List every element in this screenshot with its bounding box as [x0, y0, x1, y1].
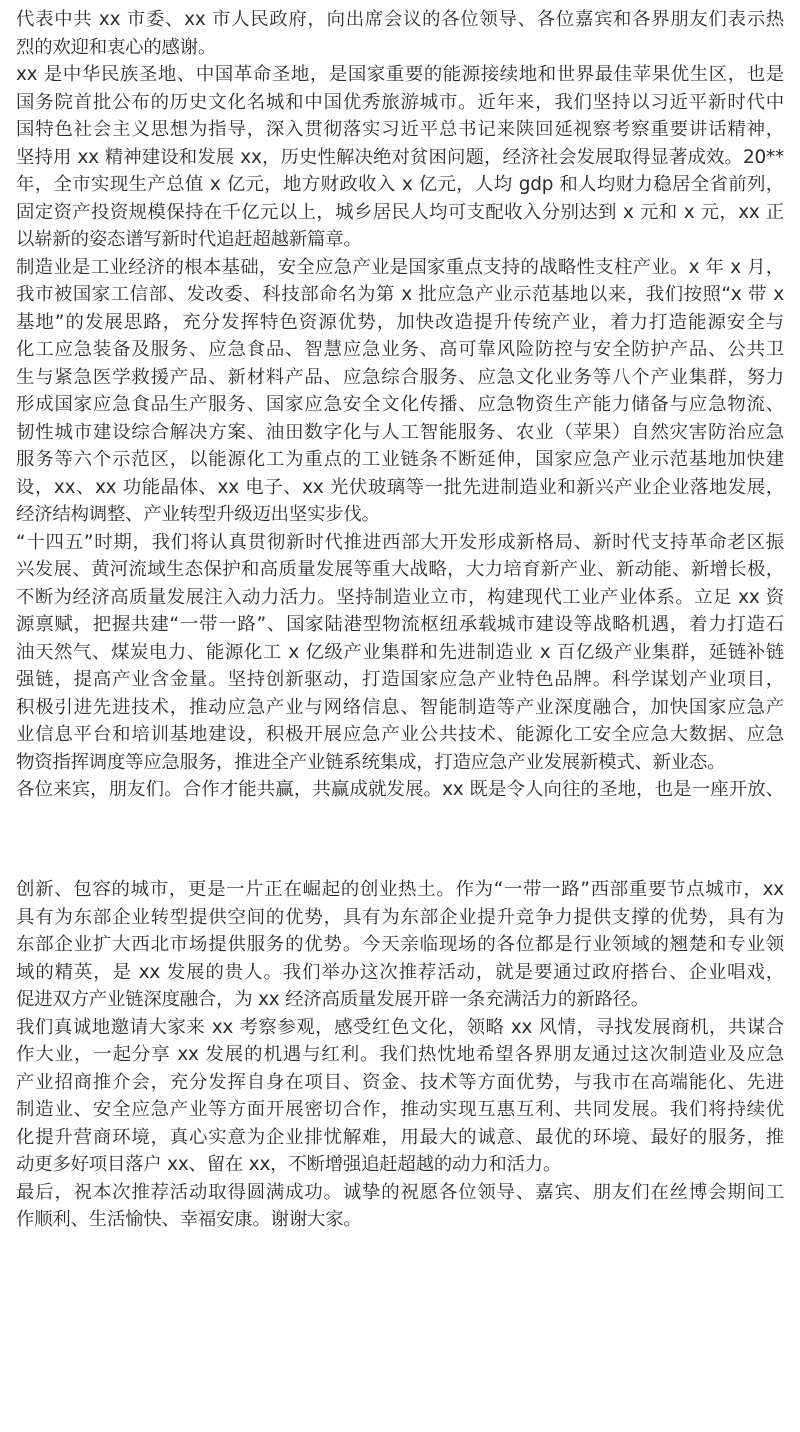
text-line: “十四五”时期，我们将认真贯彻新时代推进西部大开发形成新格局、新时代支持革命老区振: [16, 531, 784, 553]
text-line: 我们真诚地邀请大家来 xx 考察参观，感受红色文化，领略 xx 风情，寻找发展商机，共谋合: [16, 1016, 784, 1038]
text-line: 动更多好项目落户 xx、留在 xx，不断增强追赶超越的动力和活力。: [16, 1154, 562, 1175]
document-page-1: [16, 6, 784, 804]
text-line: 制造业、安全应急产业等方面开展密切合作，推动实现互惠互利、共同发展。我们将持续优: [16, 1099, 784, 1120]
text-line: 东部企业扩大西北市场提供服务的优势。今天亲临现场的各位都是行业领域的翘楚和专业领: [16, 934, 784, 955]
text-line: 油天然气、煤炭电力、能源化工 x 亿级产业集群和先进制造业 x 百亿级产业集群，延链补链: [16, 641, 784, 663]
paragraph: [16, 61, 784, 254]
text-line: 各位来宾，朋友们。合作才能共赢，共赢成就发展。xx 既是令人向往的圣地，也是一座开放、: [16, 779, 784, 800]
text-line: xx 是中华民族圣地、中国革命圣地，是国家重要的能源接续地和世界最佳苹果优生区，也是: [16, 64, 784, 85]
text-line: 代表中共 xx 市委、xx 市人民政府，向出席会议的各位领导、各位嘉宾和各界朋友们表示热: [16, 9, 784, 30]
text-line: 源禀赋，把握共建“一带一路”、国家陆港型物流枢纽承载城市建设等战略机遇，着力打造石: [16, 614, 784, 635]
text-line: 国特色社会主义思想为指导，深入贯彻落实习近平总书记来陕回延视察考察重要讲话精神，: [16, 119, 784, 140]
text-line: 生与紧急医学救援产品、新材料产品、应急综合服务、应急文化业务等八个产业集群，努力: [16, 366, 784, 388]
text-line: 坚持用 xx 精神建设和发展 xx，历史性解决绝对贫困问题，经济社会发展取得显著成效。20**: [16, 146, 784, 168]
text-line: 设，xx、xx 功能晶体、xx 电子、xx 光伏玻璃等一批先进制造业和新兴产业企业落地发展，: [16, 476, 784, 498]
text-line: 创新、包容的城市，更是一片正在崛起的创业热土。作为“一带一路”西部重要节点城市，xx: [16, 879, 784, 900]
text-line: 作大业，一起分享 xx 发展的机遇与红利。我们热忱地希望各界朋友通过这次制造业及应急: [16, 1044, 784, 1065]
text-line: 强链，提高产业含金量。坚持创新驱动，打造国家应急产业特色品牌。科学谋划产业项目，: [16, 669, 784, 690]
text-line: 兴发展、黄河流域生态保护和高质量发展等重大战略，大力培育新产业、新动能、新增长极，: [16, 559, 784, 580]
text-line: 服务等六个示范区，以能源化工为重点的工业链条不断延伸，国家应急产业示范基地加快建: [16, 449, 784, 470]
text-line: 具有为东部企业转型提供空间的优势，具有为东部企业提升竞争力提供支撑的优势，具有为: [16, 906, 784, 928]
text-line: 基地”的发展思路，充分发挥特色资源优势，加快改造提升传统产业，着力打造能源安全与: [16, 311, 784, 333]
text-line: 积极引进先进技术，推动应急产业与网络信息、智能制造等产业深度融合，加快国家应急产: [16, 696, 784, 718]
text-line: 固定资产投资规模保持在千亿元以上，城乡居民人均可支配收入分别达到 x 元和 x 元，xx 正: [16, 201, 784, 223]
text-line: 以崭新的姿态谱写新时代追赶超越新篇章。: [16, 229, 362, 250]
text-line: 形成国家应急食品生产服务、国家应急安全文化传播、应急物资生产能力储备与应急物流、: [16, 394, 784, 415]
text-line: 制造业是工业经济的根本基础，安全应急产业是国家重点支持的战略性支柱产业。x 年 x 月，: [16, 256, 784, 278]
text-line: 不断为经济高质量发展注入动力活力。坚持制造业立市，构建现代工业产业体系。立足 xx 资: [16, 586, 784, 608]
paragraph: [16, 254, 784, 529]
text-line: 最后，祝本次推荐活动取得圆满成功。诚挚的祝愿各位领导、嘉宾、朋友们在丝博会期间工: [16, 1181, 784, 1203]
text-line: 作顺利、生活愉快、幸福安康。谢谢大家。: [16, 1209, 362, 1230]
text-line: 国务院首批公布的历史文化名城和中国优秀旅游城市。近年来，我们坚持以习近平新时代中: [16, 91, 784, 113]
text-line: 烈的欢迎和衷心的感谢。: [16, 36, 217, 58]
text-line: 促进双方产业链深度融合，为 xx 经济高质量发展开辟一条充满活力的新路径。: [16, 989, 649, 1010]
text-line: 业信息平台和培训基地建设，积极开展应急产业公共技术、能源化工安全应急大数据、应急: [16, 724, 784, 745]
text-line: 域的精英，是 xx 发展的贵人。我们举办这次推荐活动，就是要通过政府搭台、企业唱戏，: [16, 961, 784, 983]
text-line: 韧性城市建设综合解决方案、油田数字化与人工智能服务、农业（苹果）自然灾害防治应急: [16, 421, 784, 443]
text-line: 化工应急装备及服务、应急食品、智慧应急业务、高可靠风险防控与安全防护产品、公共卫: [16, 339, 784, 360]
text-line: 化提升营商环境，真心实意为企业排忧解难，用最大的诚意、最优的环境、最好的服务，推: [16, 1126, 784, 1148]
paragraph: [16, 1179, 784, 1234]
text-line: 经济结构调整、产业转型升级迈出坚实步伐。: [16, 504, 380, 525]
paragraph: [16, 1014, 784, 1179]
text-line: 年，全市实现生产总值 x 亿元，地方财政收入 x 亿元，人均 gdp 和人均财力稳居全省前列，: [16, 174, 784, 195]
text-line: 物资指挥调度等应急服务，推进全产业链系统集成，打造应急产业发展新模式、新业态。: [16, 751, 726, 773]
text-line: 产业招商推介会，充分发挥自身在项目、资金、技术等方面优势，与我市在高端能化、先进: [16, 1071, 784, 1093]
text-line: 我市被国家工信部、发改委、科技部命名为第 x 批应急产业示范基地以来，我们按照“x 带 x: [16, 284, 784, 305]
paragraph: [16, 876, 784, 1014]
paragraph: [16, 6, 784, 61]
paragraph: [16, 529, 784, 777]
document-page-2: [16, 876, 784, 1234]
paragraph: [16, 776, 784, 804]
